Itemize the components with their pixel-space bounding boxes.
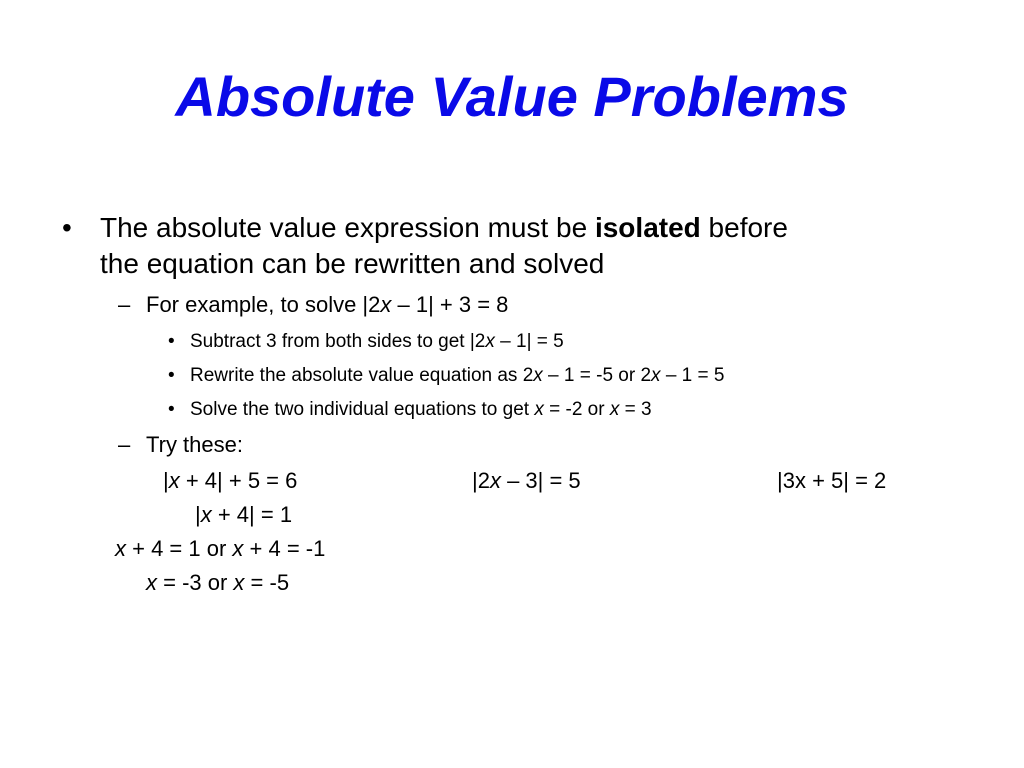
- work-line-3: x = -3 or x = -5: [146, 570, 290, 595]
- problem-1: |x + 4| + 5 = 6: [163, 468, 298, 493]
- bullet-marker: •: [168, 331, 175, 352]
- slide-title: Absolute Value Problems: [175, 65, 849, 128]
- work-line-2: x + 4 = 1 or x + 4 = -1: [115, 536, 326, 561]
- dash-marker: –: [118, 432, 131, 457]
- example-line: For example, to solve |2x – 1| + 3 = 8: [146, 292, 509, 317]
- bold-word: isolated: [594, 212, 701, 243]
- problem-2: |2x – 3| = 5: [472, 468, 581, 493]
- bullet-line-1: The absolute value expression must be isolated before: [100, 212, 788, 243]
- work-line-1: |x + 4| = 1: [195, 502, 293, 527]
- bullet-marker: •: [62, 212, 72, 243]
- step-solve: Solve the two individual equations to get x = -2 or x = 3: [190, 399, 652, 420]
- try-these-label: Try these:: [146, 432, 243, 457]
- problem-3: |3x + 5| = 2: [777, 468, 887, 493]
- bullet-line-2: the equation can be rewritten and solved: [100, 248, 605, 279]
- dash-marker: –: [118, 292, 131, 317]
- step-rewrite: Rewrite the absolute value equation as 2x – 1 = -5 or 2x – 1 = 5: [190, 365, 725, 386]
- bullet-marker: •: [168, 399, 175, 420]
- step-subtract: Subtract 3 from both sides to get |2x – 1| = 5: [190, 331, 564, 352]
- bullet-marker: •: [168, 365, 175, 386]
